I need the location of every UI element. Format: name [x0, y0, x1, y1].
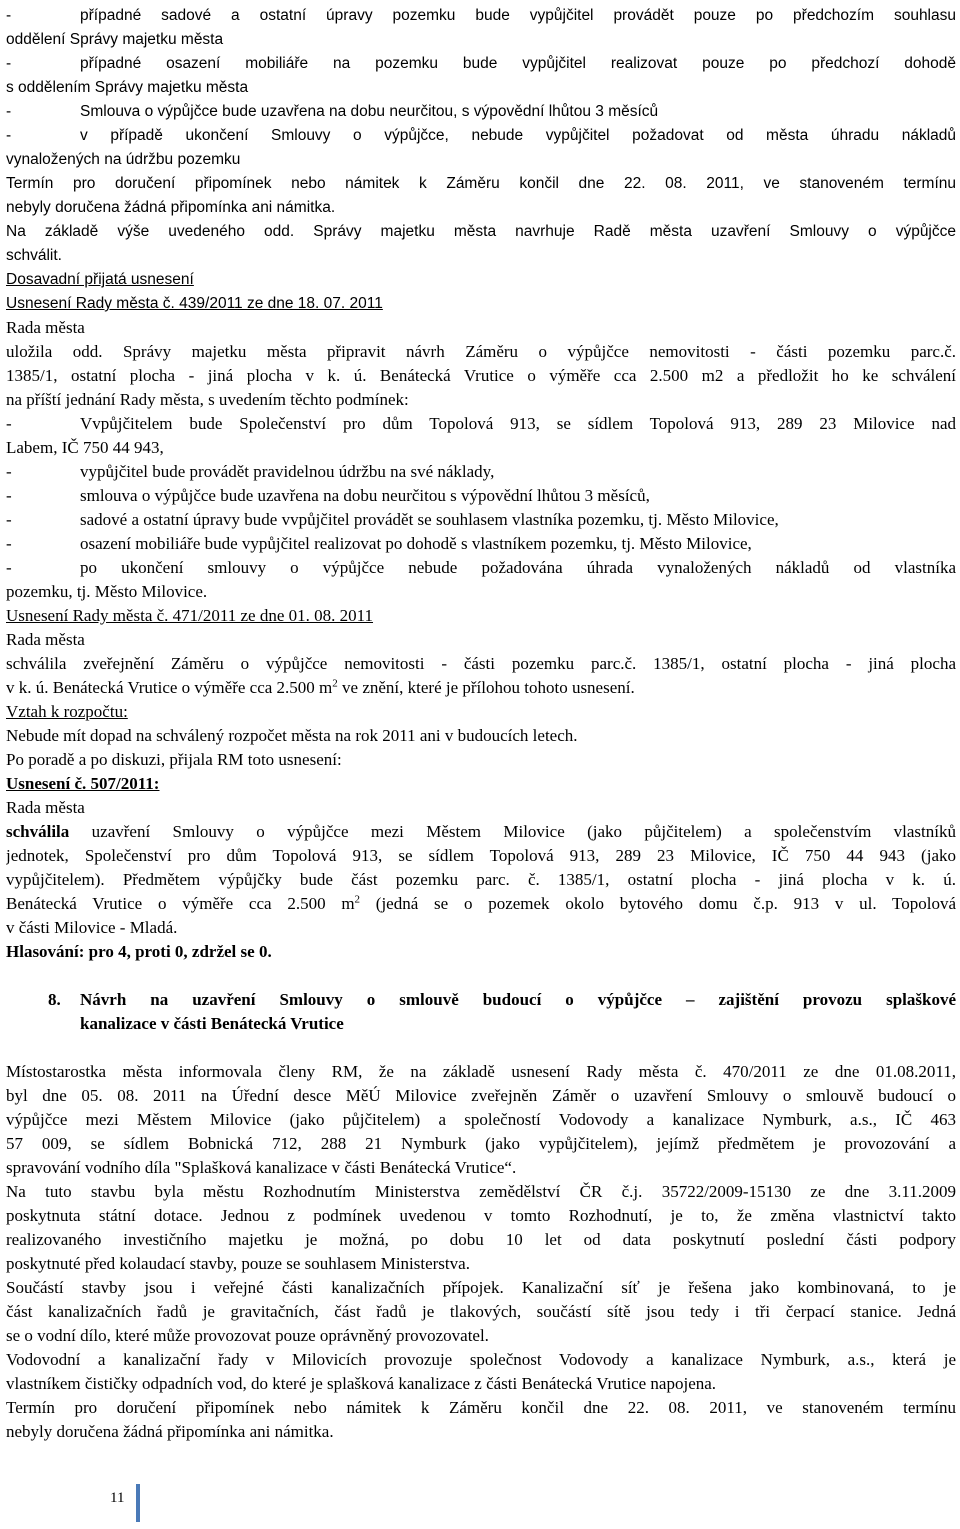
text-line: schválit. [6, 247, 62, 264]
text-line: Místostarostka města informovala členy RM, že na základě usnesení Rady města č. 470/2011 ze dne 01.08.2011, [6, 1062, 956, 1081]
text-line: na příští jednání Rady města, s uvedením těchto podmínek: [6, 390, 409, 409]
text-line: oddělení Správy majetku města [6, 31, 224, 48]
text-line: poskytnuté před kolaudací stavby, pouze se souhlasem Ministerstva. [6, 1254, 470, 1273]
text-line: Rada města [6, 798, 85, 817]
agenda-item-heading: 8. Návrh na uzavření Smlouvy o smlouvě budoucí o výpůjčce – zajištění provozu splaškové [48, 990, 956, 1009]
text-line: Nebude mít dopad na schválený rozpočet města na rok 2011 ani v budoucích letech. [6, 726, 578, 745]
text-line: - osazení mobiliáře bude vypůjčitel realizovat po dohodě s vlastníkem pozemku, tj. Město Milovice, [6, 534, 752, 553]
resolution-number: Usnesení č. 507/2011: [6, 774, 160, 793]
text-line: - sadové a ostatní úpravy bude vvpůjčitel provádět se souhlasem vlastníka pozemku, tj. Město Milovice, [6, 510, 779, 529]
budget-heading: Vztah k rozpočtu: [6, 702, 128, 721]
text-line: - smlouva o výpůjčce bude uzavřena na dobu neurčitou s výpovědní lhůtou 3 měsíců, [6, 486, 650, 505]
text-line: Benátecká Vrutice o výměře cca 2.500 $m^2$ (jedná se o pozemek okolo bytového domu č.p. 913 v ul. Topolová [6, 893, 956, 913]
text-line: vlastníkem čističky odpadních vod, do které je splašková kanalizace z části Benátecká Vrutice napojena. [6, 1374, 717, 1393]
text-line: výpůjčce mezi Městem Milovice (jako půjčitelem) a společností Vodovody a kanalizace Nymburk, a.s., IČ 463 [6, 1110, 956, 1129]
text-line: - případné osazení mobiliáře na pozemku bude vypůjčitel realizovat pouze po předchozí dohodě [6, 55, 956, 72]
section-heading: Dosavadní přijatá usnesení [6, 271, 194, 288]
text-line: 57 009, se sídlem Bobnická 712, 288 21 Nymburk (jako vypůjčitelem), jejímž předmětem je provozování a [6, 1134, 956, 1153]
resolution-reference: Usnesení Rady města č. 439/2011 ze dne 18. 07. 2011 [6, 295, 383, 312]
text-line: schválila uzavření Smlouvy o výpůjčce mezi Městem Milovice (jako půjčitelem) a společenstvím vlastníků [6, 822, 956, 841]
text-line: v části Milovice - Mladá. [6, 918, 178, 937]
page-number: 11 [110, 1490, 125, 1506]
text-line: Na tuto stavbu byla městu Rozhodnutím Ministerstva zemědělství ČR č.j. 35722/2009-15130 ze dne 3.11.2009 [6, 1182, 956, 1201]
text-line: v k. ú. Benátecká Vrutice o výměře cca 2.500 $m^2$ ve znění, které je přílohou tohoto usnesení. [6, 677, 635, 697]
text-line: Labem, IČ 750 44 943, [6, 438, 164, 457]
text-line: Termín pro doručení připomínek nebo námitek k Záměru končil dne 22. 08. 2011, ve stanoveném termínu [6, 1398, 956, 1417]
text-line: byl dne 05. 08. 2011 na Úřední desce MěÚ Milovice zveřejněn Záměr o uzavření Smlouvy o smlouvě budoucí o [6, 1086, 956, 1105]
text-line: nebyly doručena žádná připomínka ani námitka. [6, 199, 336, 216]
text-line: nebyly doručena žádná připomínka ani námitka. [6, 1422, 334, 1441]
text-line: Součástí stavby jsou i veřejné části kanalizačních přípojek. Kanalizační síť je řešena jako kombinovaná, to je [6, 1278, 956, 1297]
agenda-item-heading: kanalizace v části Benátecká Vrutice [80, 1014, 344, 1033]
page-number-bar [136, 1484, 140, 1522]
text-line: - vypůjčitel bude provádět pravidelnou údržbu na své náklady, [6, 462, 495, 481]
text-line: část kanalizačních řadů je gravitačních, část řadů je tlakových, součástí sítě jsou tedy i tři čerpací stanice. Jedná [6, 1302, 956, 1321]
text-line: Po poradě a po diskuzi, přijala RM toto usnesení: [6, 750, 342, 769]
text-line: realizovaného investičního majetku je možná, po dobu 10 let od data poskytnutí poslední části podpory [6, 1230, 956, 1249]
text-line: s oddělením Správy majetku města [6, 79, 249, 96]
text-line: vypůjčitelem). Předmětem výpůjčky bude část pozemku parc. č. 1385/1, ostatní plocha - jiná plocha v k. ú. [6, 870, 956, 889]
text-line: jednotek, Společenství pro dům Topolová 913, se sídlem Topolová 913, 289 23 Milovice, IČ 750 44 943 (jako [6, 846, 956, 865]
text-line: pozemku, tj. Město Milovice. [6, 582, 208, 601]
text-line: Na základě výše uvedeného odd. Správy majetku města navrhuje Radě města uzavření Smlouvy o výpůjčce [6, 223, 956, 240]
resolution-reference: Usnesení Rady města č. 471/2011 ze dne 01. 08. 2011 [6, 606, 374, 625]
text-line: - případné sadové a ostatní úpravy pozemku bude vypůjčitel provádět pouze po předchozím souhlasu [6, 7, 956, 24]
text-line: - Vvpůjčitelem bude Společenství pro dům Topolová 913, se sídlem Topolová 913, 289 23 Milovice nad [6, 414, 956, 433]
text-line: - v případě ukončení Smlouvy o výpůjčce, nebude vypůjčitel požadovat od města úhradu nákladů [6, 127, 956, 144]
text-line: - Smlouva o výpůjčce bude uzavřena na dobu neurčitou, s výpovědní lhůtou 3 měsíců [6, 103, 659, 120]
text-line: Termín pro doručení připomínek nebo námitek k Záměru končil dne 22. 08. 2011, ve stanoveném termínu [6, 175, 956, 192]
voting-result: Hlasování: pro 4, proti 0, zdržel se 0. [6, 942, 272, 961]
text-line: Rada města [6, 630, 85, 649]
text-line: schválila zveřejnění Záměru o výpůjčce nemovitosti - části pozemku parc.č. 1385/1, ostatní plocha - jiná plocha [6, 654, 956, 673]
text-line: se o vodní dílo, které může provozovat pouze oprávněný provozovatel. [6, 1326, 489, 1345]
text-line: - po ukončení smlouvy o výpůjčce nebude požadována úhrada vynaložených nákladů od vlastníka [6, 558, 956, 577]
text-line: uložila odd. Správy majetku města připravit návrh Záměru o výpůjčce nemovitosti - části pozemku parc.č. [6, 342, 956, 361]
text-line: vynaložených na údržbu pozemku [6, 151, 241, 168]
text-line: Rada města [6, 318, 85, 337]
text-line: 1385/1, ostatní plocha - jiná plocha v k. ú. Benátecká Vrutice o výměře cca 2.500 m2 a předložit ho ke schválení [6, 366, 956, 385]
text-line: Vodovodní a kanalizační řady v Milovicích provozuje společnost Vodovody a kanalizace Nymburk, a.s., která je [6, 1350, 956, 1369]
text-line: poskytnuta státní dotace. Jednou z podmínek uvedenou v tomto Rozhodnutí, je to, že změna vlastnictví takto [6, 1206, 956, 1225]
text-line: spravování vodního díla "Splašková kanalizace v části Benátecká Vrutice“. [6, 1158, 517, 1177]
